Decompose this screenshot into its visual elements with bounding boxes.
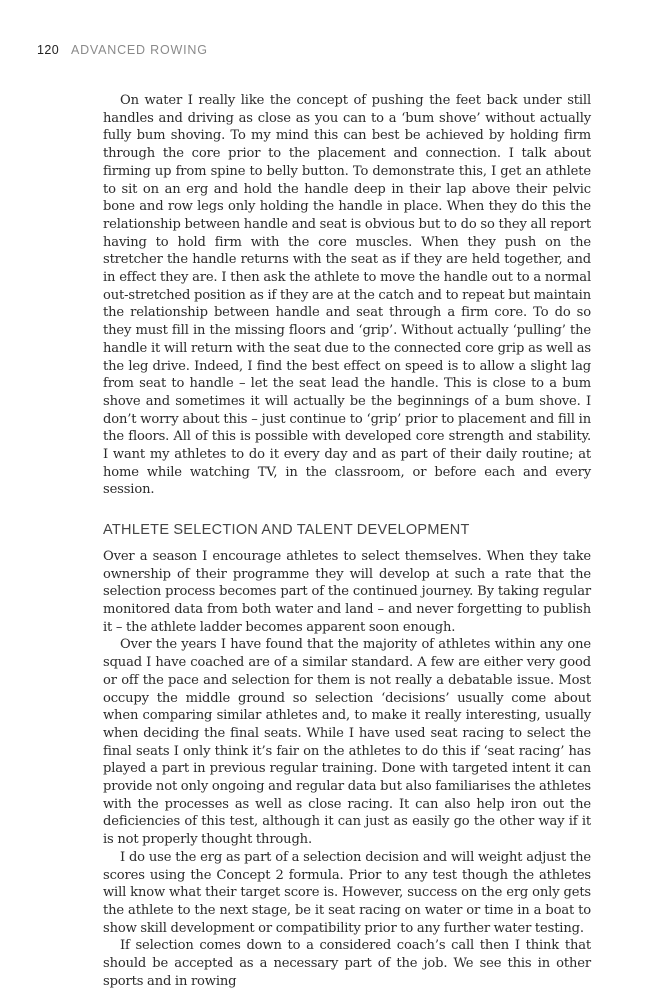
running-title: ADVANCED ROWING bbox=[70, 43, 208, 57]
paragraph: If selection comes down to a considered coach’s call then I think that should be accepted as a necessary part of the job. We see this in other sports and in rowing bbox=[103, 938, 591, 989]
page-number: 120 bbox=[37, 43, 60, 57]
paragraph: On water I really like the concept of pushing the feet back under still handles and driving as close as you can to a ‘bum shove’ without actually fully bum shoving. To my mind this can best be achieved by holding firm through the core prior to the placement and connection. I talk about firming up from spine to belly button. To demonstrate this, I get an athlete to sit on an erg and hold the handle deep in their lap above their pelvic bone and row legs only holding the handle in place. When they do this the relationship between handle and seat is obvious but to do so they all report having to hold firm with the core muscles. When they push on the stretcher the handle returns with the seat as if they are held together, and in effect they are. I then ask the athlete to move the handle out to a normal out-stretched position as if they are at the catch and to repeat but maintain the relationship between handle and seat through a firm core. To do so they must fill in the missing floors and ‘grip’. Without actually ‘pulling’ the handle it will return with the seat due to the connected core grip as well as the leg drive. Indeed, I find the best effect on speed is to allow a slight lag from seat to handle – let the seat lead the handle. This is close to a bum shove and sometimes it will actually be the beginnings of a bum shove. I don’t worry about this – just continue to ‘grip’ prior to placement and fill in the floors. All of this is possible with developed core strength and stability. I want my athletes to do it every day and as part of their daily routine; at home while watching TV, in the classroom, or before each and every session. bbox=[103, 93, 591, 498]
section-heading: ATHLETE SELECTION AND TALENT DEVELOPMENT bbox=[103, 522, 470, 539]
paragraph: Over the years I have found that the majority of athletes within any one squad I have coached are of a similar standard. A few are either very good or off the pace and selection for them is not really a debatable issue. Most occupy the middle ground so selection ‘decisions’ usually come about when comparing similar athletes and, to make it really interesting, usually when deciding the final seats. While I have used seat racing to select the final seats I only think it’s fair on the athletes to do this if ‘seat racing’ has played a part in previous regular training. Done with targeted intent it can provide not only ongoing and regular data but also familiarises the athletes with the processes as well as close racing. It can also help iron out the deficiencies of this test, although it can just as easily go the other way if it is not properly thought through. bbox=[103, 637, 591, 848]
paragraph: I do use the erg as part of a selection decision and will weight adjust the scores using the Concept 2 formula. Prior to any test though the athletes will know what their target score is. However, success on the erg only gets the athlete to the next stage, be it seat racing on water or time in a boat to show skill development or compatibility prior to any further water testing. bbox=[103, 849, 591, 936]
body-text bbox=[103, 92, 591, 990]
running-header bbox=[37, 43, 208, 57]
paragraph: Over a season I encourage athletes to select themselves. When they take ownership of their programme they will develop at such a rate that the selection process becomes part of the continued journey. By taking regular monitored data from both water and land – and never forgetting to publish it – the athlete ladder becomes apparent soon enough. bbox=[103, 548, 591, 635]
